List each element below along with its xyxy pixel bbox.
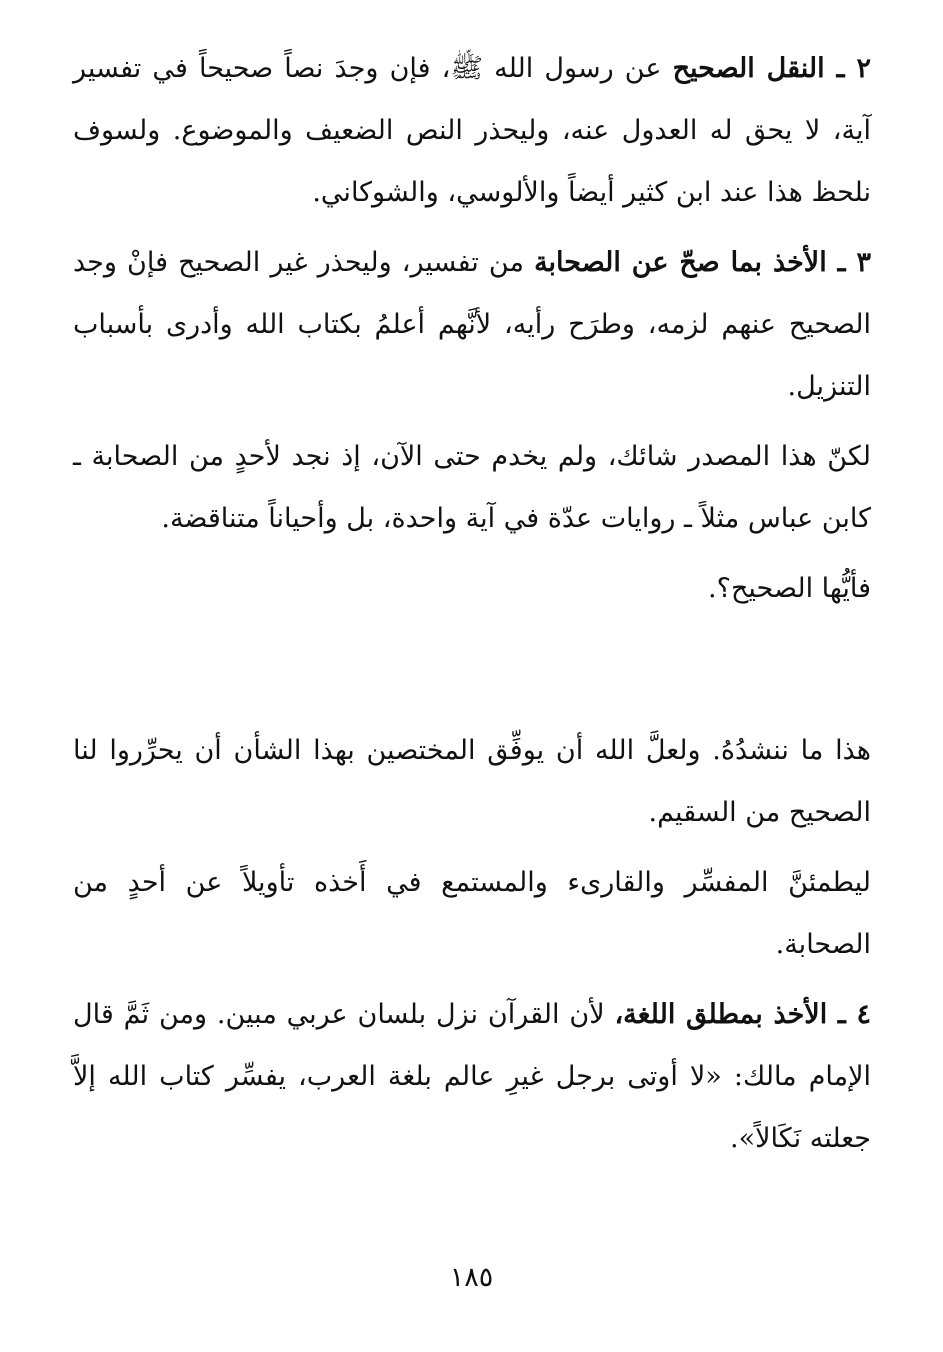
paragraph-point-3 [73,232,871,418]
section-gap [73,628,871,720]
page-number: ١٨٥ [449,1262,494,1293]
heading-point-3: ٣ ـ الأخذ بما صحّ عن الصحابة [534,247,871,278]
text-point-3: من تفسير، وليحذر غير الصحيح فإنْ وجد الصحيح عنهم لزمه، وطرَح رأيه، لأنَّهم أعلمُ بكتاب الله وأدرى بأسباب التنزيل. [73,247,871,402]
text-point-4: لأن القرآن نزل بلسان عربي مبين. ومن ثَمَّ قال الإمام مالك: «لا أوتى برجل غيرِ عالم بلغة العرب، يفسِّر كتاب الله إلاَّ جعلته نَكَالاً». [73,999,871,1154]
paragraph-reassure: ليطمئنَّ المفسِّر والقارىء والمستمع في أَخذه تأويلاً عن أحدٍ من الصحابة. [73,867,871,960]
text-point-2: عن رسول الله ﷺ، فإن وجدَ نصاً صحيحاً في تفسير آية، لا يحق له العدول عنه، وليحذر النص الضعيف والموضوع. ولسوف نلحظ هذا عند ابن كثير أيضاً والألوسي، والشوكاني. [73,53,871,208]
heading-point-4: ٤ ـ الأخذ بمطلق اللغة، [614,999,871,1030]
paragraph-question: فأيُّها الصحيح؟. [708,573,871,604]
paragraph-but: لكنّ هذا المصدر شائك، ولم يخدم حتى الآن، إذ نجد لأحدٍ من الصحابة ـ كابن عباس مثلاً ـ روايات عدّة في آية واحدة، بل وأحياناً متناقضة. [73,441,871,534]
paragraph-point-2 [73,38,871,224]
heading-point-2: ٢ ـ النقل الصحيح [672,53,871,84]
paragraph-wish: هذا ما ننشدُهُ. ولعلَّ الله أن يوفِّق المختصين بهذا الشأن أن يحرِّروا لنا الصحيح من السقيم. [73,735,871,828]
paragraph-point-4 [73,984,871,1170]
page-body [73,38,871,1178]
